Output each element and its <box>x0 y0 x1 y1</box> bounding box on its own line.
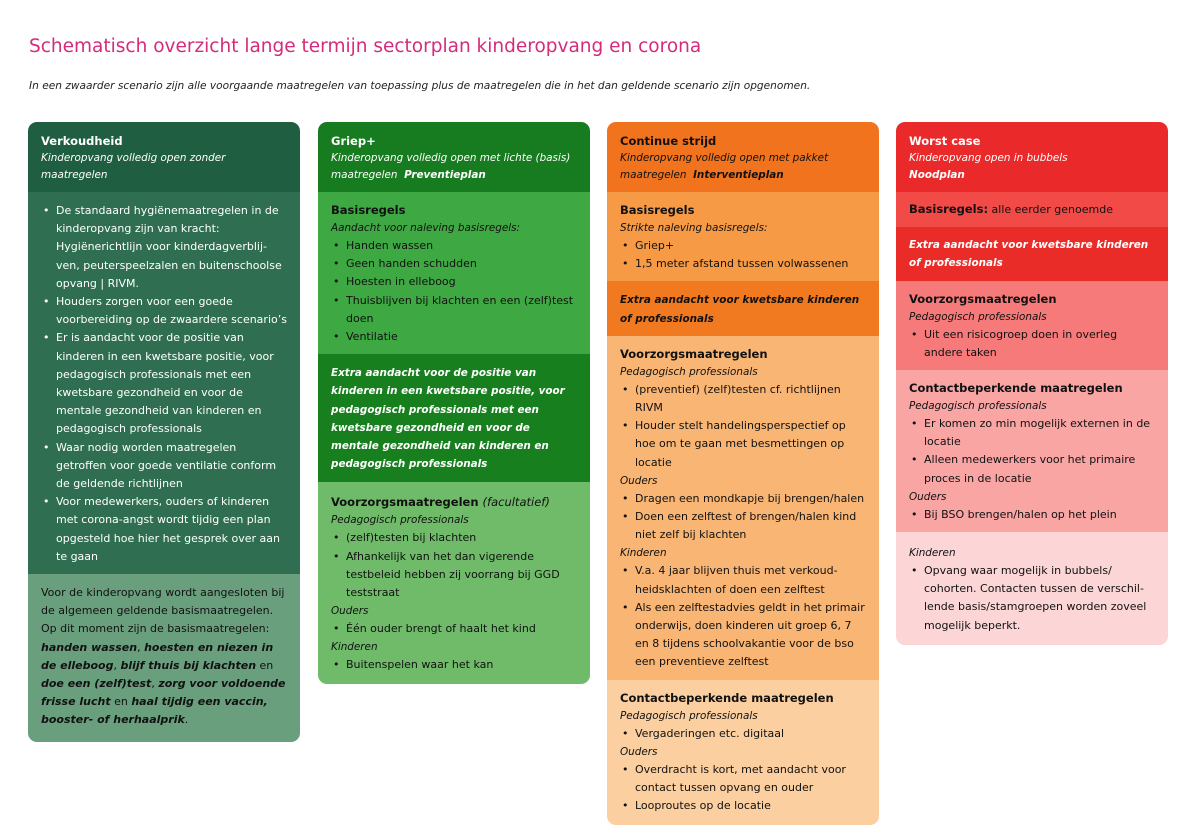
column-title: Griep+ <box>331 134 376 148</box>
rules-list <box>620 237 867 273</box>
list-item: • Looproutes op de locatie <box>620 797 867 815</box>
list-item: • V.a. 4 jaar blijven thuis met verkoud-heidsklachten of doen een zelftest <box>620 562 867 598</box>
section-text: alle eerder genoemde <box>991 203 1113 216</box>
group-label: Pedagogisch professionals <box>331 514 469 527</box>
group-label: Pedagogisch professionals <box>620 709 758 722</box>
section-title: Contactbeperkende maatregelen <box>620 690 834 705</box>
group-label: Ouders <box>909 490 947 503</box>
group-label: Pedagogisch professionals <box>620 365 758 378</box>
list-item: • Hoesten in elleboog <box>331 273 578 291</box>
column-worst-case <box>896 122 1168 645</box>
column-title: Verkoudheid <box>41 134 123 148</box>
column-subtitle: Kinderopvang volledig open zonder maatregelen <box>41 152 226 181</box>
group-list <box>331 529 578 602</box>
column-header <box>896 122 1168 192</box>
basic-rules-section <box>896 192 1168 227</box>
measure-hands: handen wassen <box>41 640 138 654</box>
column-header <box>318 122 590 192</box>
list-item: • Thuisblijven bij klachten en een (zelf)test doen <box>331 292 578 328</box>
list-item: • Buitenspelen waar het kan <box>331 656 578 674</box>
separator: , <box>113 658 121 672</box>
column-title: Continue strijd <box>620 134 717 148</box>
section-title: Voorzorgsmaatregelen <box>909 291 1057 306</box>
group-list <box>909 562 1156 635</box>
list-item: • Er is aandacht voor de positie van kinderen in een kwetsbare positie, voor pedagogisch professionals met een kwetsbare gezondheid en voor de mentale gezondheid van kinderen en pedagogisch professionals <box>41 329 288 438</box>
column-subtitle <box>620 150 867 184</box>
group-label: Kinderen <box>331 641 378 654</box>
group-label: Kinderen <box>909 547 956 560</box>
list-item: • De standaard hygiënemaatregelen in de kinderopvang zijn van kracht: Hygiënerichtlijn voor kinderdagverblij-ven, peuterspeelzalen en buitenschoolse opvang | RIVM. <box>41 202 288 293</box>
section-subtitle: Strikte naleving basisregels: <box>620 222 768 234</box>
page-subtitle: In een zwaarder scenario zijn alle voorgaande maatregelen van toepassing plus de maatregelen die in het dan geldende scenario zijn opgenomen. <box>29 80 811 92</box>
section-title: Basisregels <box>331 203 406 217</box>
list-item: • Doen een zelftest of brengen/halen kind niet zelf bij klachten <box>620 508 867 544</box>
measures-list <box>41 202 288 566</box>
group-list <box>331 620 578 638</box>
section-subtitle: Aandacht voor naleving basisregels: <box>331 222 521 234</box>
plan-name: Preventieplan <box>404 169 486 181</box>
group-list <box>620 490 867 545</box>
group-label: Pedagogisch professionals <box>909 400 1047 413</box>
column-header <box>607 122 879 192</box>
section-title: Voorzorgsmaatregelen <box>620 346 768 361</box>
contact-limiting-section <box>607 680 879 826</box>
list-item: • Houders zorgen voor een goede voorbereiding op de zwaardere scenario’s <box>41 293 288 329</box>
plan-name: Noodplan <box>909 169 965 181</box>
list-item: • Geen handen schudden <box>331 255 578 273</box>
separator: . <box>184 713 189 727</box>
list-item: • Voor medewerkers, ouders of kinderen met corona-angst wordt tijdig een plan opgesteld hoe hier het gesprek over aan te gaan <box>41 493 288 566</box>
basic-measures-note <box>28 574 300 742</box>
section-title <box>331 494 578 511</box>
section-title: Basisregels <box>620 203 695 217</box>
extra-attention-section: Extra aandacht voor de positie van kinderen in een kwetsbare positie, voor pedagogisch professionals met een kwetsbare gezondheid en voor de mentale gezondheid van kinderen en pedagogisch professionals <box>318 354 590 482</box>
separator: en <box>256 658 274 672</box>
list-item: • Ventilatie <box>331 328 578 346</box>
section-title: Contactbeperkende maatregelen <box>909 381 1123 396</box>
list-item: • Opvang waar mogelijk in bubbels/ cohorten. Contacten tussen de verschil-lende basis/stamgroepen worden zoveel mogelijk beperkt. <box>909 562 1156 635</box>
extra-attention-section: Extra aandacht voor kwetsbare kinderen of professionals <box>607 281 879 335</box>
contact-limiting-section <box>896 370 1168 532</box>
separator: , <box>137 640 145 654</box>
group-list <box>909 326 1156 362</box>
note-intro: Voor de kinderopvang wordt aangesloten bij de algemeen geldende basismaatregelen. Op dit moment zijn de basismaatregelen: <box>41 586 285 636</box>
column-title: Worst case <box>909 134 981 148</box>
column-subtitle <box>331 150 578 184</box>
group-list <box>331 656 578 674</box>
measure-cough: hoesten en niezen in de elleboog <box>41 640 274 672</box>
group-list <box>620 562 867 671</box>
children-section <box>896 532 1168 645</box>
precaution-section <box>318 482 590 683</box>
group-list <box>909 506 1156 524</box>
list-item: • Griep+ <box>620 237 867 255</box>
column-continue-strijd <box>607 122 879 825</box>
separator: , <box>151 677 159 691</box>
list-item: • Alleen medewerkers voor het primaire proces in de locatie <box>909 451 1156 487</box>
list-item: • Uit een risicogroep doen in overleg andere taken <box>909 326 1156 362</box>
column-griep-plus <box>318 122 590 684</box>
measures-section <box>28 192 300 574</box>
list-item: • Vergaderingen etc. digitaal <box>620 725 867 743</box>
group-label: Ouders <box>620 745 658 758</box>
list-item: • Overdracht is kort, met aandacht voor contact tussen opvang en ouder <box>620 761 867 797</box>
plan-name: Interventieplan <box>693 169 784 181</box>
section-title: Basisregels: <box>909 202 989 216</box>
subtitle-text: Kinderopvang volledig open met pakket maatregelen <box>620 152 829 181</box>
list-item: • (preventief) (zelf)testen cf. richtlijnen RIVM <box>620 381 867 417</box>
list-item: • Waar nodig worden maatregelen getroffen voor goede ventilatie conform de geldende richtlijnen <box>41 439 288 494</box>
page-title: Schematisch overzicht lange termijn sectorplan kinderopvang en corona <box>29 36 702 57</box>
precaution-section <box>607 336 879 680</box>
measure-stay-home: blijf thuis bij klachten <box>120 658 257 672</box>
basic-rules-section <box>607 192 879 281</box>
list-item: • Afhankelijk van het dan vigerende testbeleid hebben zij voorrang bij GGD teststraat <box>331 548 578 603</box>
list-item: • Handen wassen <box>331 237 578 255</box>
group-label: Pedagogisch professionals <box>909 310 1047 323</box>
list-item: • Als een zelftestadvies geldt in het primair onderwijs, doen kinderen uit groep 6, 7 en 8 tijdens schoolvakantie voor de bso een preventieve zelftest <box>620 599 867 672</box>
rules-list <box>331 237 578 346</box>
separator: en <box>110 695 132 709</box>
subtitle-text: Kinderopvang volledig open met lichte (basis) maatregelen <box>331 152 571 181</box>
column-header <box>28 122 300 192</box>
list-item: • Dragen een mondkapje bij brengen/halen <box>620 490 867 508</box>
group-list <box>909 415 1156 488</box>
basic-rules-section <box>318 192 590 354</box>
group-list <box>620 725 867 743</box>
measure-vaccine: haal tijdig een vaccin, booster- of herhaalprik <box>41 695 268 727</box>
list-item: • Bij BSO brengen/halen op het plein <box>909 506 1156 524</box>
extra-attention-section: Extra aandacht voor kwetsbare kinderen of professionals <box>896 227 1168 280</box>
group-list <box>620 761 867 816</box>
list-item: • Er komen zo min mogelijk externen in de locatie <box>909 415 1156 451</box>
list-item: • Één ouder brengt of haalt het kind <box>331 620 578 638</box>
group-label: Ouders <box>331 605 369 618</box>
column-verkoudheid <box>28 122 300 742</box>
measure-test: doe een (zelf)test <box>41 677 152 691</box>
list-item: • Houder stelt handelingsperspectief op hoe om te gaan met besmettingen op locatie <box>620 417 867 472</box>
section-title-text: Voorzorgsmaatregelen <box>331 495 479 510</box>
measure-air: zorg voor voldoende frisse lucht <box>41 677 286 709</box>
list-item: • 1,5 meter afstand tussen volwassenen <box>620 255 867 273</box>
precaution-section <box>896 281 1168 370</box>
group-list <box>620 381 867 472</box>
list-item: • (zelf)testen bij klachten <box>331 529 578 547</box>
section-title-note: (facultatief) <box>482 495 550 510</box>
group-label: Ouders <box>620 474 658 487</box>
column-subtitle: Kinderopvang open in bubbels <box>909 152 1068 164</box>
group-label: Kinderen <box>620 547 667 560</box>
